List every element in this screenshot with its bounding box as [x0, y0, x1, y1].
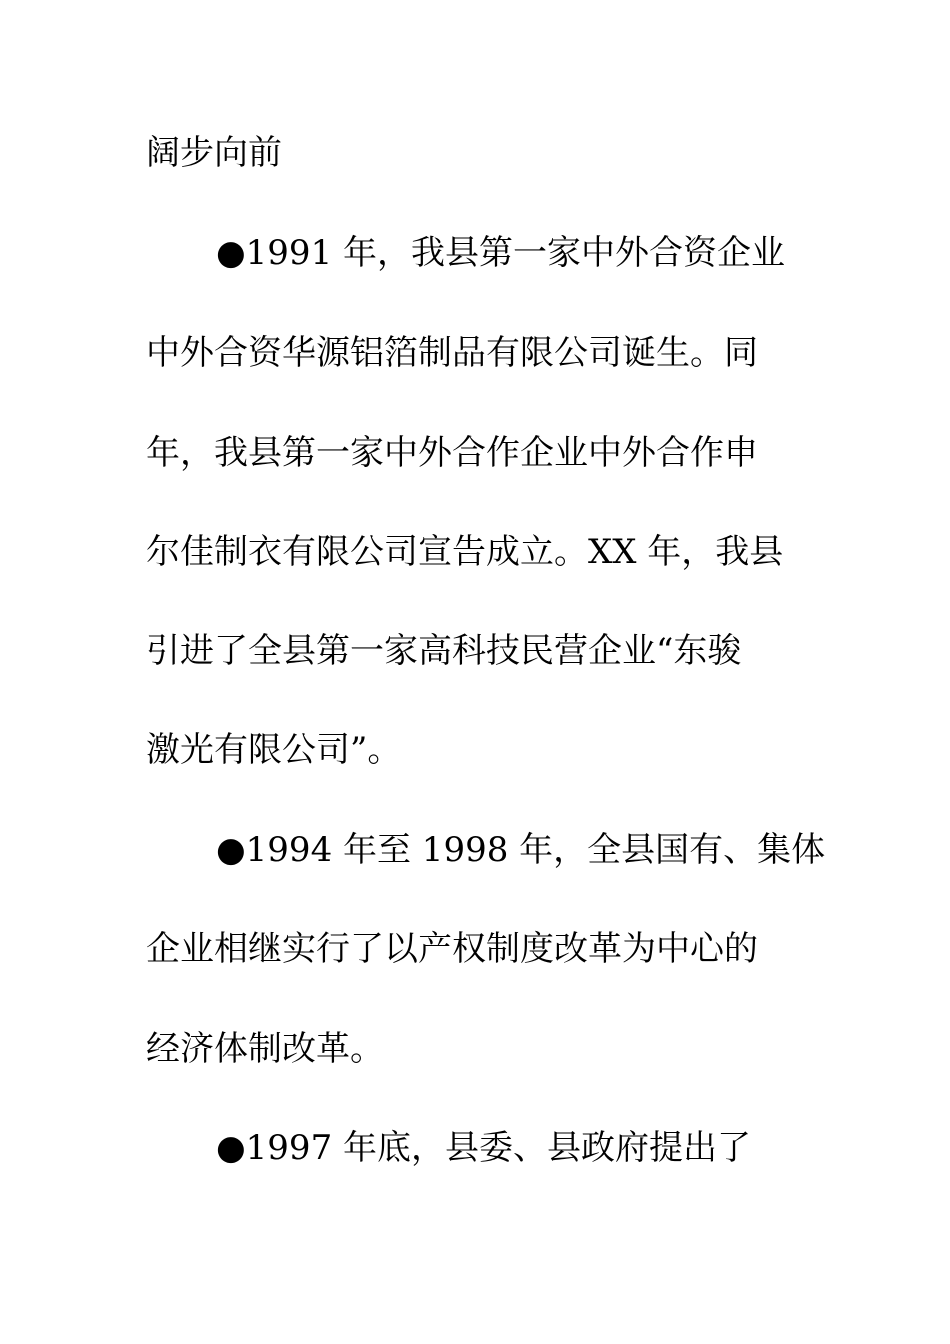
- paragraph-line: 年，我县第一家中外合作企业中外合作申: [146, 433, 758, 473]
- paragraph-line: 尔佳制衣有限公司宣告成立。XX 年，我县: [146, 532, 784, 572]
- section-heading: 阔步向前: [146, 133, 282, 173]
- paragraph-line: 企业相继实行了以产权制度改革为中心的: [146, 929, 758, 969]
- paragraph-line: 引进了全县第一家高科技民营企业“东骏: [146, 631, 742, 671]
- paragraph-line: 中外合资华源铝箔制品有限公司诞生。同: [146, 333, 758, 373]
- paragraph-line: 激光有限公司”。: [146, 730, 402, 770]
- paragraph-line: ●1991 年，我县第一家中外合资企业: [216, 233, 786, 273]
- paragraph-line: ●1994 年至 1998 年，全县国有、集体: [216, 830, 826, 870]
- paragraph-line: ●1997 年底，县委、县政府提出了: [216, 1128, 752, 1168]
- paragraph-line: 经济体制改革。: [146, 1029, 384, 1069]
